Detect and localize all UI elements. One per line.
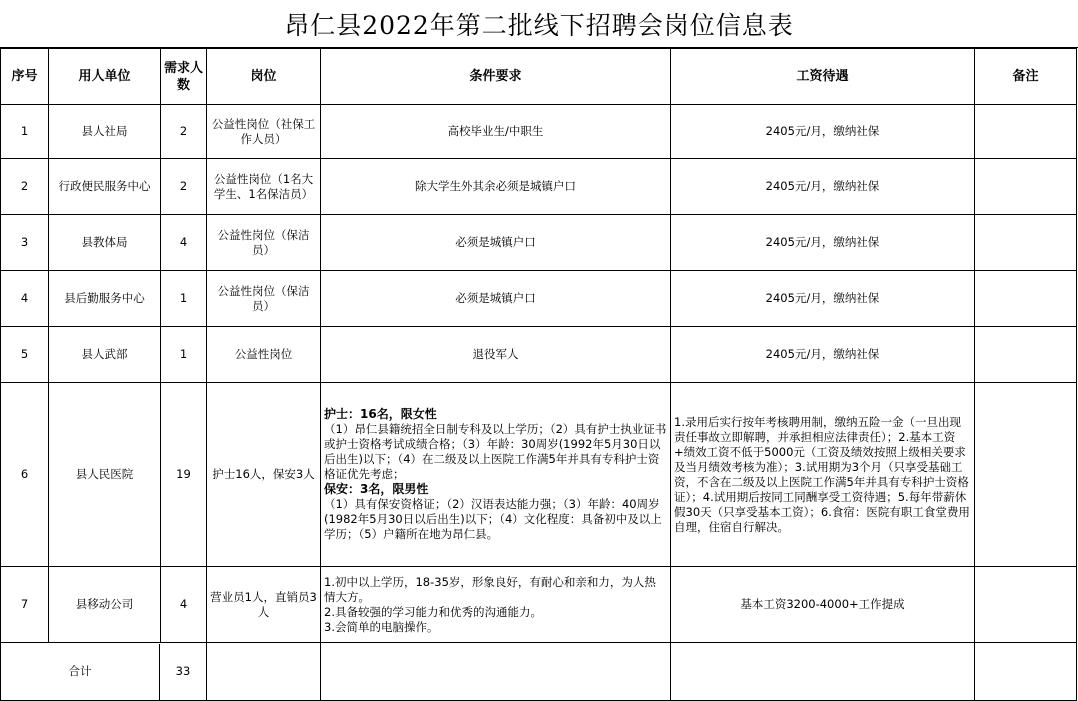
- cell-requirements[interactable]: [321, 567, 671, 643]
- cell-salary[interactable]: 2405元/月，缴纳社保: [671, 215, 975, 271]
- cell-requirements[interactable]: 必须是城镇户口: [321, 215, 671, 271]
- cell-position[interactable]: 公益性岗位（1名大学生、1名保洁员）: [207, 159, 321, 215]
- cell-requirements[interactable]: 除大学生外其余必须是城镇户口: [321, 159, 671, 215]
- cell-seq[interactable]: 5: [1, 327, 49, 383]
- cell-unit[interactable]: 县人武部: [49, 327, 161, 383]
- cell-count[interactable]: 19: [161, 383, 207, 567]
- cell-seq[interactable]: 2: [1, 159, 49, 215]
- cell-position[interactable]: 公益性岗位（保洁员）: [207, 215, 321, 271]
- cell-requirements[interactable]: [321, 643, 671, 701]
- total-label: 合计: [1, 644, 160, 700]
- cell-position[interactable]: [207, 643, 321, 701]
- nurse-requirement-text: （1）昂仁县籍统招全日制专科及以上学历；（2）具有护士执业证书或护士资格考试成绩合格；（3）年龄：30周岁(1992年5月30日以后出生)以下；（4）在二级及以上医院工作满5年并具有专科护士资格证优先考虑；: [324, 422, 667, 481]
- header-remarks[interactable]: 备注: [975, 49, 1077, 105]
- cell-requirements[interactable]: 退役军人: [321, 327, 671, 383]
- cell-seq[interactable]: 3: [1, 215, 49, 271]
- cell-count[interactable]: 4: [161, 215, 207, 271]
- cell-count[interactable]: 1: [161, 327, 207, 383]
- table-row: [1, 327, 1077, 383]
- cell-remarks[interactable]: [975, 567, 1077, 643]
- cell-seq[interactable]: 6: [1, 383, 49, 567]
- requirement-line: 1.初中以上学历，18-35岁，形象良好，有耐心和亲和力，为人热情大方。: [324, 574, 656, 604]
- cell-salary[interactable]: 2405元/月，缴纳社保: [671, 271, 975, 327]
- nurse-requirement-heading: 护士：16名，限女性: [324, 407, 437, 421]
- cell-remarks[interactable]: [975, 105, 1077, 159]
- table-row: [1, 215, 1077, 271]
- header-count[interactable]: 需求人数: [161, 49, 207, 105]
- cell-unit[interactable]: 县教体局: [49, 215, 161, 271]
- requirement-line: 2.具备较强的学习能力和优秀的沟通能力。: [324, 604, 542, 619]
- header-salary[interactable]: 工资待遇: [671, 49, 975, 105]
- cell-position[interactable]: 公益性岗位（保洁员）: [207, 271, 321, 327]
- cell-remarks[interactable]: [975, 327, 1077, 383]
- cell-count[interactable]: 2: [161, 105, 207, 159]
- header-position[interactable]: 岗位: [207, 49, 321, 105]
- table-row: [1, 383, 1077, 567]
- cell-count[interactable]: 4: [161, 567, 207, 643]
- cell-position[interactable]: 营业员1人，直销员3人: [207, 567, 321, 643]
- cell-requirements[interactable]: 高校毕业生/中职生: [321, 105, 671, 159]
- header-row: [1, 49, 1077, 105]
- cell-unit[interactable]: 县移动公司: [49, 567, 161, 643]
- cell-salary[interactable]: 2405元/月，缴纳社保: [671, 327, 975, 383]
- guard-requirement-text: （1）具有保安资格证；（2）汉语表达能力强；（3）年龄：40周岁(1982年5月30日以后出生)以下；（4）文化程度：具备初中及以上学历；（5）户籍所在地为昂仁县。: [324, 497, 662, 541]
- job-info-table: [0, 48, 1077, 701]
- cell-remarks[interactable]: [975, 383, 1077, 567]
- header-requirements[interactable]: 条件要求: [321, 49, 671, 105]
- cell-remarks[interactable]: [975, 215, 1077, 271]
- cell-remarks[interactable]: [975, 271, 1077, 327]
- cell-requirements[interactable]: [321, 383, 671, 567]
- total-row: [1, 643, 1077, 701]
- sheet-title: 昂仁县2022年第二批线下招聘会岗位信息表: [0, 0, 1078, 48]
- cell-unit[interactable]: 县人民医院: [49, 383, 161, 567]
- cell-remarks[interactable]: [975, 643, 1077, 701]
- requirement-line: 3.会简单的电脑操作。: [324, 619, 439, 634]
- header-unit[interactable]: 用人单位: [49, 49, 161, 105]
- table-row: [1, 271, 1077, 327]
- table-row: [1, 567, 1077, 643]
- cell-unit[interactable]: 县人社局: [49, 105, 161, 159]
- total-label-cell[interactable]: [1, 643, 207, 701]
- cell-salary[interactable]: 基本工资3200-4000+工作提成: [671, 567, 975, 643]
- guard-requirement-heading: 保安：3名，限男性: [324, 482, 429, 496]
- table-row: [1, 105, 1077, 159]
- cell-salary[interactable]: 2405元/月，缴纳社保: [671, 159, 975, 215]
- cell-salary[interactable]: 2405元/月，缴纳社保: [671, 105, 975, 159]
- cell-seq[interactable]: 4: [1, 271, 49, 327]
- cell-salary[interactable]: 1.录用后实行按年考核聘用制，缴纳五险一金（一旦出现责任事故立即解聘，并承担相应法律责任）；2.基本工资+绩效工资不低于5000元（工资及绩效按照上级相关要求及当月绩效考核为准）；3.试用期为3个月（只享受基础工资，不含在二级及以上医院工作满5年并具有专科护士资格证）；4.试用期后按同工同酬享受工资待遇；5.每年带薪休假30天（只享受基本工资）；6.食宿：医院有职工食堂费用自理，住宿自行解决。: [671, 383, 975, 567]
- table-row: [1, 159, 1077, 215]
- cell-salary[interactable]: [671, 643, 975, 701]
- cell-seq[interactable]: 7: [1, 567, 49, 643]
- cell-requirements[interactable]: 必须是城镇户口: [321, 271, 671, 327]
- cell-unit[interactable]: 县后勤服务中心: [49, 271, 161, 327]
- total-count: 33: [175, 664, 191, 678]
- cell-position[interactable]: 护士16人，保安3人: [207, 383, 321, 567]
- cell-seq[interactable]: 1: [1, 105, 49, 159]
- header-seq[interactable]: 序号: [1, 49, 49, 105]
- cell-count[interactable]: 1: [161, 271, 207, 327]
- cell-position[interactable]: 公益性岗位（社保工作人员）: [207, 105, 321, 159]
- cell-position[interactable]: 公益性岗位: [207, 327, 321, 383]
- cell-unit[interactable]: 行政便民服务中心: [49, 159, 161, 215]
- cell-count[interactable]: 2: [161, 159, 207, 215]
- cell-remarks[interactable]: [975, 159, 1077, 215]
